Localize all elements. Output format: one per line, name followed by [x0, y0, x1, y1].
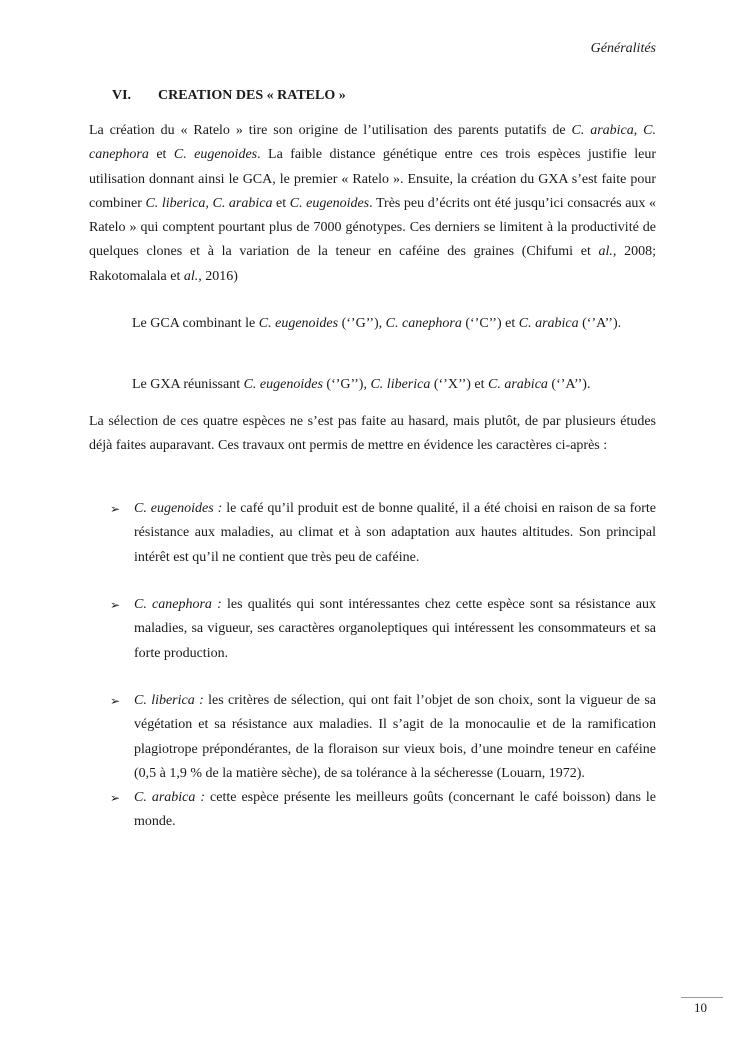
- arrow-bullet-icon: ➢: [110, 502, 121, 516]
- selection-paragraph: La sélection de ces quatre espèces ne s’est pas faite au hasard, mais plutôt, de par plusieurs études déjà faites auparavant. Ces travaux ont permis de mettre en évidence les caractères ci-après :: [89, 414, 656, 454]
- species-list: [110, 689, 656, 835]
- list-item: ➢ C. canephora : les qualités qui sont intéressantes chez cette espèce sont sa résistance aux maladies, sa vigueur, ses caractères organoleptiques qui intéressent les consommateurs et sa forte production.: [110, 593, 656, 666]
- footer-divider: [681, 997, 723, 998]
- gxa-paragraph: Le GXA réunissant C. eugenoides (‘’G’’), C. liberica (‘’X’’) et C. arabica (‘’A’’).: [132, 377, 591, 392]
- list-item: ➢ C. arabica : cette espèce présente les meilleurs goûts (concernant le café boisson) dans le monde.: [110, 786, 656, 835]
- list-item: ➢ C. liberica : les critères de sélection, qui ont fait l’objet de son choix, sont la vigueur de sa végétation et sa résistance aux maladies. Il s’agit de la monocaulie et de la ramification plagiotrope prépondérantes, de la floraison sur vieux bois, d’une moindre teneur en caféine (0,5 à 1,9 % de la matière sèche), de sa tolérance à la sécheresse (Louarn, 1972).: [110, 689, 656, 786]
- arrow-bullet-icon: ➢: [110, 598, 121, 612]
- arrow-bullet-icon: ➢: [110, 791, 121, 806]
- species-list: [110, 593, 656, 666]
- section-number: VI.: [112, 88, 132, 103]
- section-title: CREATION DES « RATELO »: [158, 88, 346, 103]
- list-item: ➢ C. eugenoides : le café qu’il produit est de bonne qualité, il a été choisi en raison de sa forte résistance aux maladies, au climat et à son adaptation aux hautes altitudes. Son principal intérêt est qu’il ne contient que très peu de caféine.: [110, 497, 656, 570]
- intro-paragraph: La création du « Ratelo » tire son origine de l’utilisation des parents putatifs de C. arabica, C. canephora et C. eugenoides. La faible distance génétique entre ces trois espèces justifie leur utilisation donnant ainsi le GCA, le premier « Ratelo ». Ensuite, la création du GXA s’est faite pour combiner C. liberica, C. arabica et C. eugenoides. Très peu d’écrits ont été jusqu’ici consacrés aux « Ratelo » qui comptent pourtant plus de 7000 génotypes. Ces derniers se limitent à la productivité de quelques clones et à la variation de la teneur en caféine des graines (Chifumi et al., 2008; Rakotomalala et al., 2016): [89, 123, 657, 284]
- section-heading: [112, 88, 346, 104]
- page-number: 10: [694, 1000, 707, 1015]
- gca-paragraph: Le GCA combinant le C. eugenoides (‘’G’’), C. canephora (‘’C’’) et C. arabica (‘’A’’).: [132, 316, 622, 331]
- species-list: [110, 497, 656, 570]
- running-header: Généralités: [590, 41, 656, 56]
- arrow-bullet-icon: ➢: [110, 694, 121, 708]
